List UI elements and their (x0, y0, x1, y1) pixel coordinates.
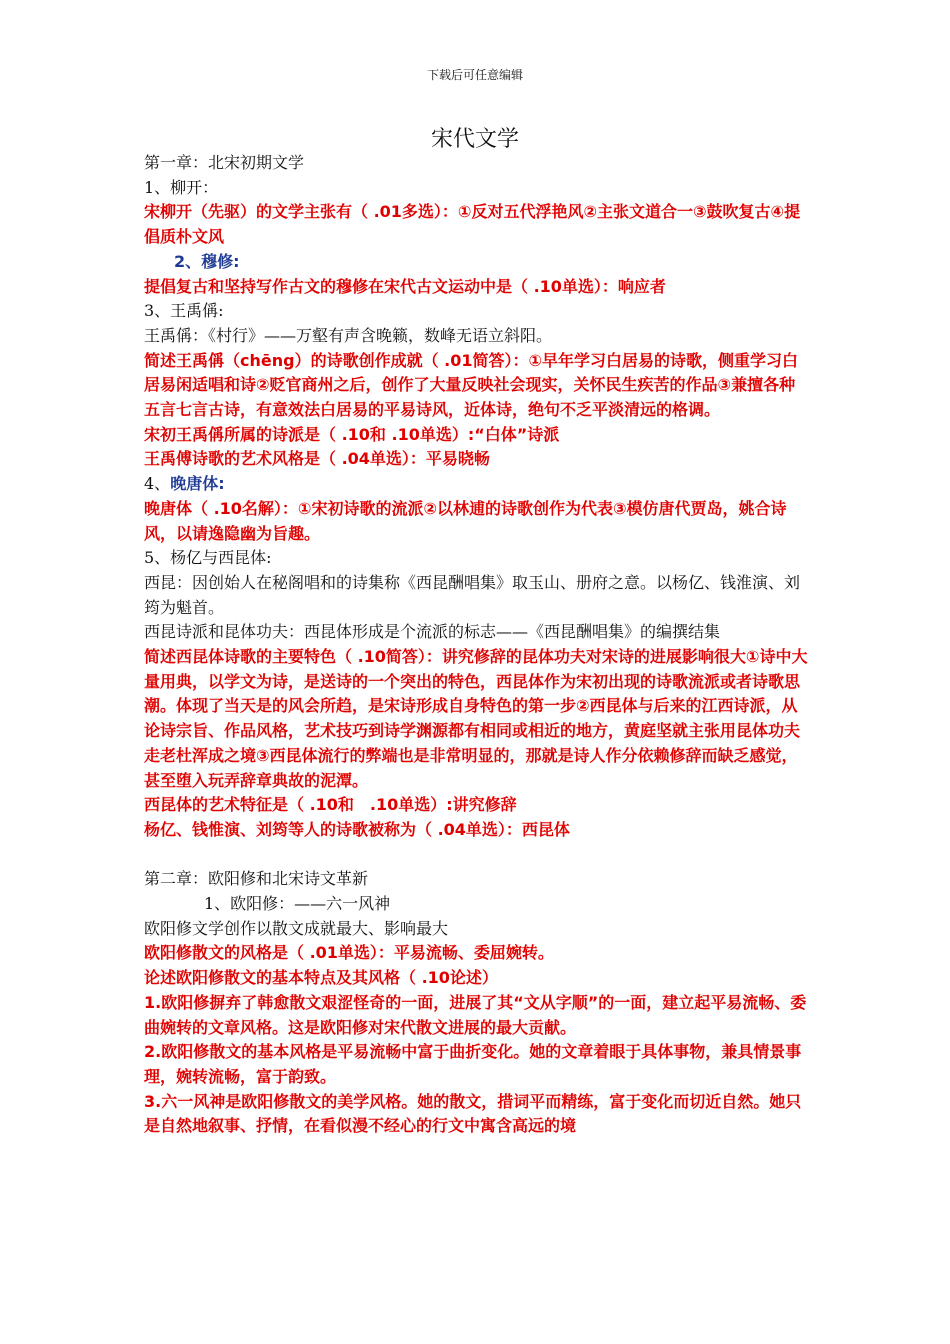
answer-text: 宋柳开（先驱）的文学主张有（ .01多选）：①反对五代浮艳风②主张文道合一③鼓吹复古④提倡质朴文风 (144, 202, 801, 247)
header-note: 下载后可任意编辑 (426, 68, 523, 82)
answer-text: 晚唐体（ .10名解）：①宋初诗歌的流派②以林逋的诗歌创作为代表③模仿唐代贾岛，姚合诗风，以请逸隐幽为旨趣。 (144, 498, 787, 543)
answer-text: 简述王禹偁（chēng）的诗歌创作成就（ .01简答）：①早年学习白居易的诗歌，侧重学习白居易闲适唱和诗②贬官商州之后，创作了大量反映社会现实，关怀民生疾苦的作品③兼擅各种五言七言古诗，有意效法白居易的平易诗风，近体诗，绝句不乏平淡清远的格调。 (144, 350, 799, 420)
body-text: 王禹偁：《村行》——万壑有声含晚籁，数峰无语立斜阳。 (144, 325, 553, 345)
section-heading: 1、欧阳修：——六一风神 (204, 894, 391, 914)
answer-text: 杨亿、钱惟演、刘筠等人的诗歌被称为（ .04单选）：西昆体 (144, 819, 570, 839)
page-title: 宋代文学 (430, 127, 519, 152)
body-text: 西昆诗派和昆体功夫：西昆体形成是个流派的标志——《西昆酬唱集》的编撰结集 (144, 622, 721, 642)
section-heading: 3、王禹偁: (144, 301, 224, 321)
answer-text: 王禹傅诗歌的艺术风格是（ .04单选）：平易晓畅 (144, 449, 490, 469)
section-heading: 5、杨亿与西昆体: (144, 548, 272, 568)
section-title: 晚唐体: (170, 474, 225, 494)
section-heading: 1、柳开： (144, 177, 219, 197)
answer-text: 简述西昆体诗歌的主要特色（ .10简答）：讲究修辞的昆体功夫对宋诗的进展影响很大①诗中大量用典，以学文为诗，是送诗的一个突出的特色，西昆体作为宋初出现的诗歌流派或者诗歌思潮。体现了当天是的风会所趋，是宋诗形成自身特色的第一步②西昆体与后来的江西诗派，从论诗宗旨、作品风格，艺术技巧到诗学渊源都有相同或相近的地方，黄庭坚就主张用昆体功夫走老杜浑成之境③西昆体流行的弊端也是非常明显的，那就是诗人作分依赖修辞而缺乏感觉，甚至堕入玩弄辞章典故的泥潭。 (144, 647, 808, 790)
answer-text: 欧阳修散文的风格是（ .01单选）：平易流畅、委屈婉转。 (144, 943, 554, 963)
body-text: 西昆：因创始人在秘阁唱和的诗集称《西昆酬唱集》取玉山、册府之意。以杨亿、钱淮演、刘筠为魁首。 (144, 572, 801, 617)
answer-text: 西昆体的艺术特征是（ .10和 .10单选）:讲究修辞 (144, 795, 517, 815)
body-text: 欧阳修文学创作以散文成就最大、影响最大 (144, 918, 449, 938)
section-heading (144, 472, 808, 497)
answer-text: 1.欧阳修摒弃了韩愈散文艰涩怪奇的一面，进展了其“文从字顺”的一面，建立起平易流畅、委曲婉转的文章风格。这是欧阳修对宋代散文进展的最大贡献。 (144, 992, 807, 1037)
chapter1-heading: 第一章：北宋初期文学 (144, 153, 305, 172)
chapter2-heading: 第二章：欧阳修和北宋诗文革新 (144, 869, 369, 889)
answer-text: 宋初王禹偁所属的诗派是（ .10和 .10单选）:“白体”诗派 (144, 424, 560, 444)
blank-line (144, 843, 808, 868)
answer-text: 3.六一风神是欧阳修散文的美学风格。她的散文，措词平而精练，富于变化而切近自然。她只是自然地叙事、抒情，在看似漫不经心的行文中寓含高远的境 (144, 1091, 802, 1136)
section-number: 4、 (144, 474, 171, 494)
answer-text: 2.欧阳修散文的基本风格是平易流畅中富于曲折变化。她的文章着眼于具体事物，兼具情景事理，婉转流畅，富于韵致。 (144, 1042, 802, 1086)
section-heading: 2、穆修: (174, 251, 240, 271)
answer-text: 提倡复古和坚持写作古文的穆修在宋代古文运动中是（ .10单选）：响应者 (144, 276, 666, 296)
answer-text: 论述欧阳修散文的基本特点及其风格（ .10论述） (144, 968, 498, 988)
document-body (144, 151, 808, 1139)
